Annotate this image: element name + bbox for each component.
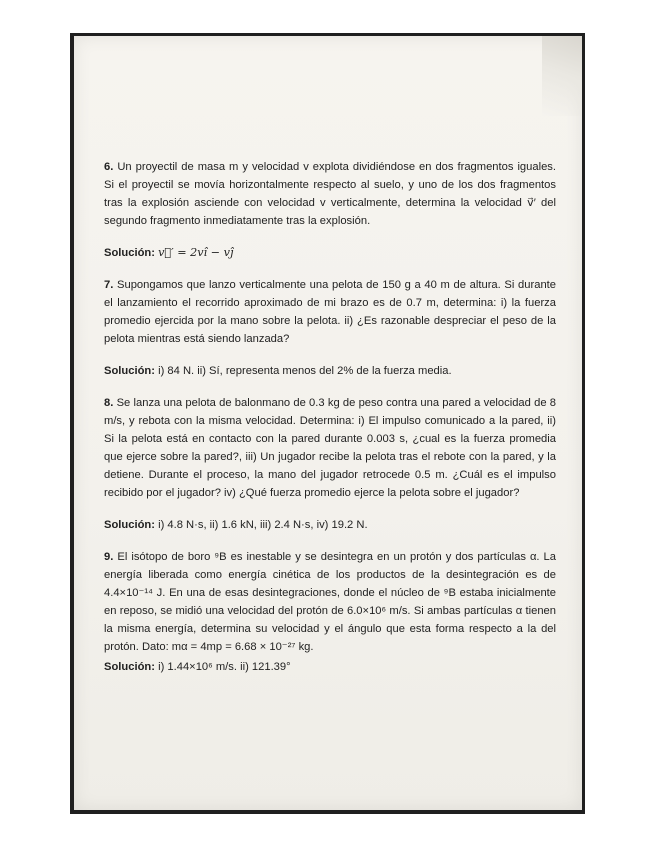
solution-6 xyxy=(104,244,556,262)
solution-7 xyxy=(104,362,556,380)
problem-text xyxy=(104,548,556,656)
problem-number: 7. xyxy=(104,279,114,291)
solution-value: i) 84 N. ii) Sí, representa menos del 2% de la fuerza media. xyxy=(158,365,452,377)
problem-6 xyxy=(104,158,556,230)
solution-label: Solución: xyxy=(104,519,155,531)
problem-statement: Se lanza una pelota de balonmano de 0.3 kg de peso contra una pared a velocidad de 8 m/s, y rebota con la misma velocidad. Determina: i) El impulso comunicado a la pared, ii) Si la pelota está en contacto con la pared durante 0.003 s, ¿cual es la fuerza promedia que ejerce sobre la pared?, iii) Un jugador recibe la pelota tras el rebote con la pared, y la detiene. Durante el proceso, la mano del jugador retrocede 0.5 m. ¿Cuál es el impulso recibido por el jugador? iv) ¿Qué fuerza promedio ejerce la pelota sobre el jugador? xyxy=(104,397,557,499)
solution-value: v⃗′ = 2vî − vĵ xyxy=(158,246,234,259)
problem-statement: Un proyectil de masa m y velocidad v explota dividiéndose en dos fragmentos iguales. Si el proyectil se movía horizontalmente respecto al suelo, y uno de los dos fragmentos tras la explosión asciende con velocidad v verticalmente, determina la velocidad v⃗′ del segundo fragmento inmediatamente tras la explosión. xyxy=(104,161,556,227)
problem-statement: Supongamos que lanzo verticalmente una pelota de 150 g a 40 m de altura. Si durante el lanzamiento el recorrido aproximado de mi brazo es de 0.7 m, determina: i) la fuerza promedio ejercida por la mano sobre la pelota. ii) ¿Es razonable despreciar el peso de la pelota mientras está siendo lanzada? xyxy=(104,279,557,345)
problem-text xyxy=(104,394,556,502)
problem-8 xyxy=(104,394,556,502)
solution-9 xyxy=(104,658,556,676)
problem-number: 8. xyxy=(104,397,114,409)
solution-value: i) 4.8 N·s, ii) 1.6 kN, iii) 2.4 N·s, iv) 19.2 N. xyxy=(158,519,368,531)
solution-label: Solución: xyxy=(104,247,155,259)
document-content xyxy=(104,158,556,690)
problem-7 xyxy=(104,276,556,348)
solution-value: i) 1.44×10⁶ m/s. ii) 121.39° xyxy=(158,661,291,673)
problem-text xyxy=(104,158,556,230)
problem-text xyxy=(104,276,556,348)
problem-statement: El isótopo de boro ⁹B es inestable y se desintegra en un protón y dos partículas α. La energía liberada como energía cinética de los productos de la desintegración es de 4.4×10⁻¹⁴ J. En una de esas desintegraciones, donde el núcleo de ⁹B estaba inicialmente en reposo, se midió una velocidad del protón de 6.0×10⁶ m/s. Si ambas partículas α tienen la misma energía, determina su velocidad y el ángulo que esta forma respecto a la del protón. Dato: mα = 4mp = 6.68 × 10⁻²⁷ kg. xyxy=(104,551,556,653)
problem-9 xyxy=(104,548,556,656)
problem-number: 6. xyxy=(104,161,114,173)
solution-8 xyxy=(104,516,556,534)
page-curl xyxy=(542,36,582,116)
solution-label: Solución: xyxy=(104,365,155,377)
problem-number: 9. xyxy=(104,551,114,563)
solution-label: Solución: xyxy=(104,661,155,673)
